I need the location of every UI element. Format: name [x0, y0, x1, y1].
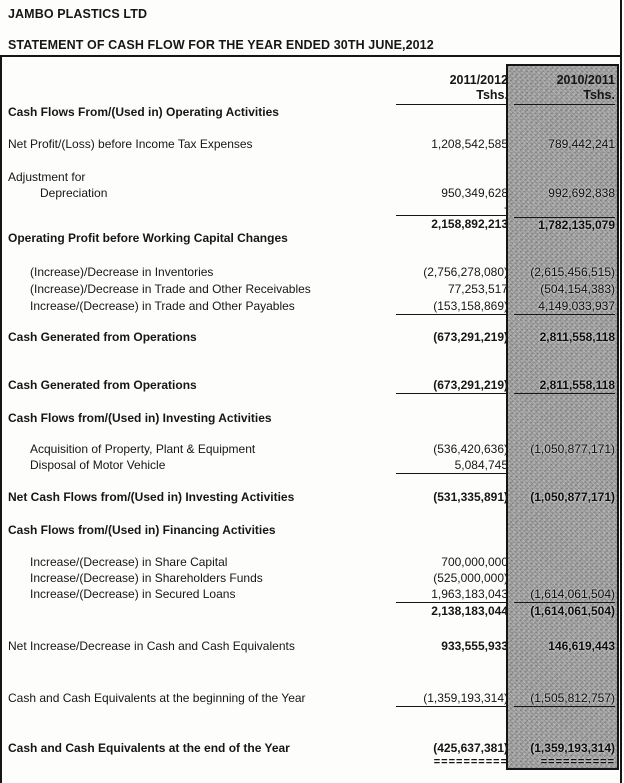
section-operating-activities: [0, 105, 624, 120]
line-item-label: Increase/(Decrease) in Trade and Other Payables: [30, 299, 295, 313]
value-2010-2011: 992,692,838: [548, 186, 615, 200]
line-item-label: Increase/(Decrease) in Share Capital: [30, 555, 228, 569]
value-2010-2011: (2,615,456,515): [530, 265, 615, 279]
value-2011-2012: 2,138,183,044: [431, 604, 508, 618]
line-item-label: Cash and Cash Equivalents at the beginning of the Year: [8, 691, 306, 705]
value-2011-2012: (536,420,636): [433, 442, 508, 456]
value-2011-2012: 1,963,183,043: [396, 587, 508, 603]
row-net-financing-total: [0, 604, 624, 619]
row-payables: [0, 299, 624, 314]
value-2011-2012: (153,158,869): [396, 299, 508, 315]
row-receivables: [0, 282, 624, 297]
row-cash-generated-operations-repeat: [0, 378, 624, 393]
value-2010-2011: 2,811,558,118: [514, 378, 615, 394]
line-item-label: (Increase)/Decrease in Inventories: [30, 265, 214, 279]
row-net-investing: [0, 490, 624, 505]
row-shareholders-funds: [0, 571, 624, 586]
value-2011-2012: (425,637,381): [433, 741, 508, 755]
value-2011-2012: 1,208,542,585: [431, 137, 508, 151]
row-double-underline: [0, 755, 624, 770]
row-operating-profit-total: [0, 217, 624, 232]
line-item-label: Net Profit/(Loss) before Income Tax Expenses: [8, 137, 253, 151]
row-inventories: [0, 265, 624, 280]
value-2010-2011: 1,782,135,079: [514, 217, 615, 233]
value-2011-2012: 5,084,745: [396, 458, 508, 474]
line-item-label: Increase/(Decrease) in Shareholders Funds: [30, 571, 263, 585]
row-cash-generated-operations: [0, 330, 624, 345]
column-header-current-year: [396, 73, 508, 105]
value-2010-2011: (504,154,383): [540, 282, 615, 296]
line-item-label: Increase/(Decrease) in Secured Loans: [30, 587, 236, 601]
value-2010-2011: (1,614,061,504): [530, 604, 615, 618]
prior-year-currency: Tshs.: [583, 88, 615, 102]
value-2011-2012: 933,555,933: [441, 639, 508, 653]
row-disposal-motor-vehicle: [0, 458, 624, 473]
value-2010-2011: 4,149,033,937: [514, 299, 615, 315]
section-heading: Cash Flows from/(Used in) Financing Activities: [8, 523, 276, 537]
value-2010-2011: 789,442,241: [548, 137, 615, 151]
value-2011-2012: 77,253,517: [447, 282, 508, 296]
value-2010-2011: (1,050,877,171): [530, 442, 615, 456]
value-2011-2012: (531,335,891): [433, 490, 508, 504]
row-depreciation: [0, 186, 624, 201]
line-item-label: Cash Generated from Operations: [8, 330, 197, 344]
total-double-rule-2010-2011: ==========: [540, 756, 615, 768]
line-item-label: Disposal of Motor Vehicle: [30, 458, 166, 472]
value-2011-2012: (673,291,219): [396, 378, 508, 394]
row-cash-end-year: [0, 741, 624, 756]
row-secured-loans: [0, 587, 624, 602]
section-heading: Cash Flows from/(Used in) Investing Activities: [8, 411, 272, 425]
value-2010-2011: (1,359,193,314): [530, 741, 615, 755]
value-2011-2012: 2,158,892,213: [431, 217, 508, 231]
line-item-label: Cash Generated from Operations: [8, 378, 197, 392]
row-acquisition-ppe: [0, 442, 624, 457]
line-item-label: Adjustment for: [8, 170, 86, 184]
row-cash-beginning-year: [0, 691, 624, 706]
section-heading: Cash Flows From/(Used in) Operating Activities: [8, 105, 279, 119]
value-2010-2011: (1,050,877,171): [530, 490, 615, 504]
value-2011-2012: (2,756,278,080): [423, 265, 508, 279]
statement-title: STATEMENT OF CASH FLOW FOR THE YEAR ENDED 30TH JUNE,2012: [8, 38, 434, 52]
column-header-prior-year: [514, 73, 615, 105]
value-2011-2012: (673,291,219): [433, 330, 508, 344]
section-financing-activities: [0, 523, 624, 538]
section-investing-activities: [0, 411, 624, 426]
current-year-label: 2011/2012: [449, 73, 508, 87]
row-share-capital: [0, 555, 624, 570]
total-double-rule-2011-2012: ==========: [433, 756, 508, 768]
line-item-label: Depreciation: [40, 186, 108, 200]
value-2011-2012: (1,359,193,314): [396, 691, 508, 707]
value-2011-2012: 700,000,000: [441, 555, 508, 569]
section-operating-profit-heading: [0, 231, 624, 246]
row-dash-subtotal-rule: [0, 200, 624, 215]
value-2011-2012: -: [396, 200, 508, 216]
value-2010-2011: (1,614,061,504): [514, 587, 615, 603]
line-item-label: Net Cash Flows from/(Used in) Investing Activities: [8, 490, 295, 504]
current-year-currency: Tshs.: [476, 88, 508, 102]
line-item-label: (Increase)/Decrease in Trade and Other Receivables: [30, 282, 311, 296]
company-name: JAMBO PLASTICS LTD: [8, 7, 148, 21]
value-2010-2011: (1,505,812,757): [514, 691, 615, 707]
line-item-label: Cash and Cash Equivalents at the end of the Year: [8, 741, 290, 755]
section-heading: Operating Profit before Working Capital Changes: [8, 231, 288, 245]
value-2011-2012: (525,000,000): [433, 571, 508, 585]
line-item-label: Net Increase/Decrease in Cash and Cash Equivalents: [8, 639, 295, 653]
row-net-increase-cash: [0, 639, 624, 654]
row-net-profit: [0, 137, 624, 152]
prior-year-label: 2010/2011: [556, 73, 615, 87]
line-item-label: Acquisition of Property, Plant & Equipment: [30, 442, 256, 456]
value-2010-2011: 2,811,558,118: [539, 330, 615, 344]
value-2010-2011: 146,619,443: [548, 639, 615, 653]
title-underline-rule: [0, 55, 622, 57]
row-adjustment-for: [0, 170, 624, 185]
value-2011-2012: 950,349,628: [441, 186, 508, 200]
